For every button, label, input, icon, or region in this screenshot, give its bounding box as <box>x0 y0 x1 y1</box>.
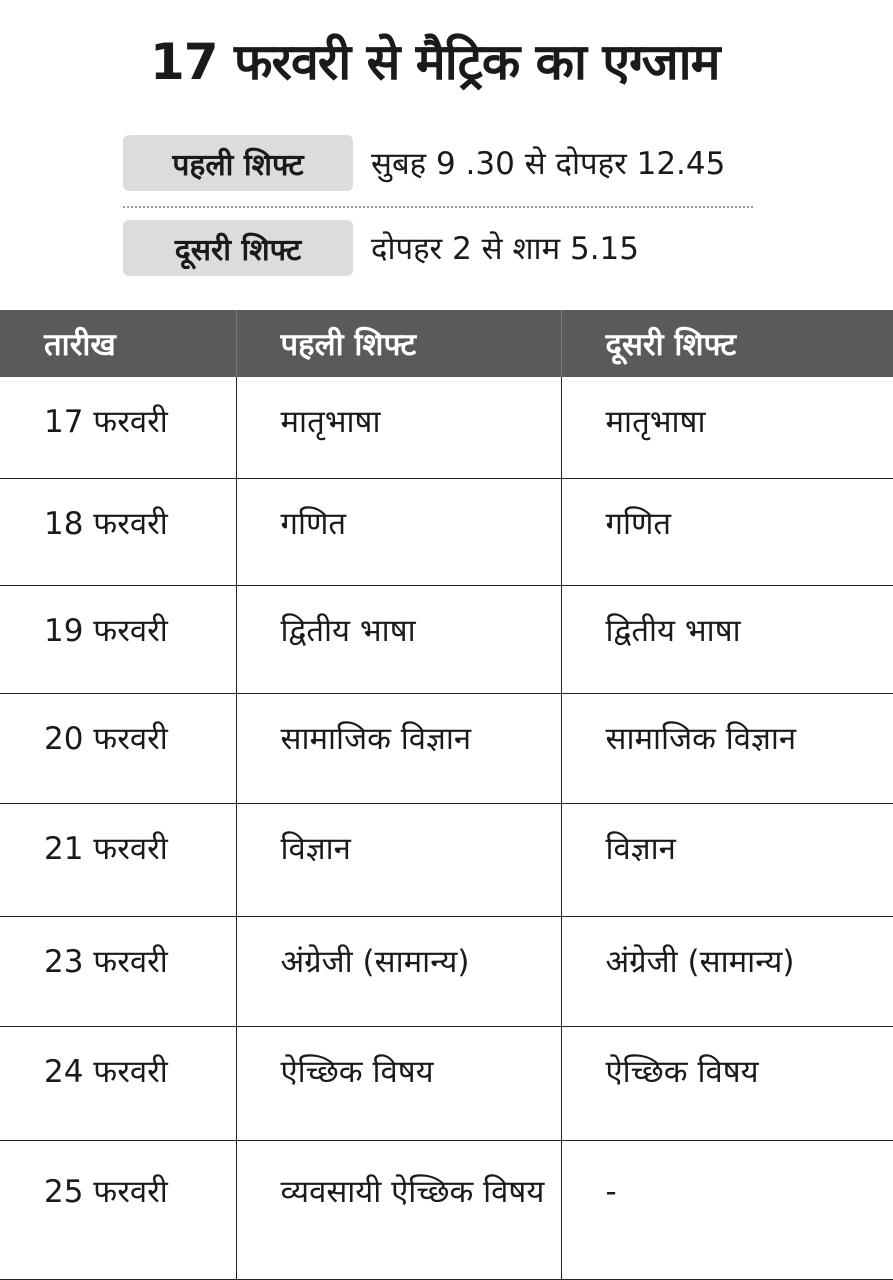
first-shift-subject: द्वितीय भाषा <box>236 585 561 693</box>
header-second-shift: दूसरी शिफ्ट <box>561 310 893 377</box>
page-title: 17 फरवरी से मैट्रिक का एग्जाम <box>150 33 720 91</box>
first-shift-subject: विज्ञान <box>236 803 561 916</box>
table-header-row <box>0 310 893 377</box>
exam-schedule-table <box>0 310 893 1280</box>
table-row <box>0 693 893 803</box>
dotted-divider <box>123 206 753 208</box>
second-shift-subject: - <box>561 1140 893 1279</box>
second-shift-subject: मातृभाषा <box>561 377 893 478</box>
table-row <box>0 1140 893 1279</box>
table-row <box>0 585 893 693</box>
second-shift-subject: सामाजिक विज्ञान <box>561 693 893 803</box>
first-shift-subject: अंग्रेजी (सामान्य) <box>236 916 561 1026</box>
table-row <box>0 916 893 1026</box>
date-cell: 17 फरवरी <box>0 377 236 478</box>
table-row <box>0 377 893 478</box>
second-shift-subject: अंग्रेजी (सामान्य) <box>561 916 893 1026</box>
date-cell: 24 फरवरी <box>0 1026 236 1140</box>
first-shift-row <box>123 134 725 192</box>
date-cell: 18 फरवरी <box>0 478 236 585</box>
second-shift-subject: द्वितीय भाषा <box>561 585 893 693</box>
table-row <box>0 1026 893 1140</box>
table-row <box>0 478 893 585</box>
second-shift-row <box>123 219 639 277</box>
second-shift-subject: विज्ञान <box>561 803 893 916</box>
first-shift-time: सुबह 9 .30 से दोपहर 12.45 <box>371 146 726 182</box>
date-cell: 19 फरवरी <box>0 585 236 693</box>
first-shift-subject: गणित <box>236 478 561 585</box>
second-shift-time: दोपहर 2 से शाम 5.15 <box>371 231 640 267</box>
second-shift-label: दूसरी शिफ्ट <box>123 220 353 276</box>
header-first-shift: पहली शिफ्ट <box>236 310 561 377</box>
date-cell: 20 फरवरी <box>0 693 236 803</box>
second-shift-subject: ऐच्छिक विषय <box>561 1026 893 1140</box>
table-row <box>0 803 893 916</box>
header-date: तारीख <box>0 310 236 377</box>
first-shift-subject: ऐच्छिक विषय <box>236 1026 561 1140</box>
date-cell: 25 फरवरी <box>0 1140 236 1279</box>
date-cell: 21 फरवरी <box>0 803 236 916</box>
first-shift-subject: मातृभाषा <box>236 377 561 478</box>
second-shift-subject: गणित <box>561 478 893 585</box>
first-shift-label: पहली शिफ्ट <box>123 135 353 191</box>
first-shift-subject: सामाजिक विज्ञान <box>236 693 561 803</box>
first-shift-subject: व्यवसायी ऐच्छिक विषय <box>236 1140 561 1279</box>
date-cell: 23 फरवरी <box>0 916 236 1026</box>
